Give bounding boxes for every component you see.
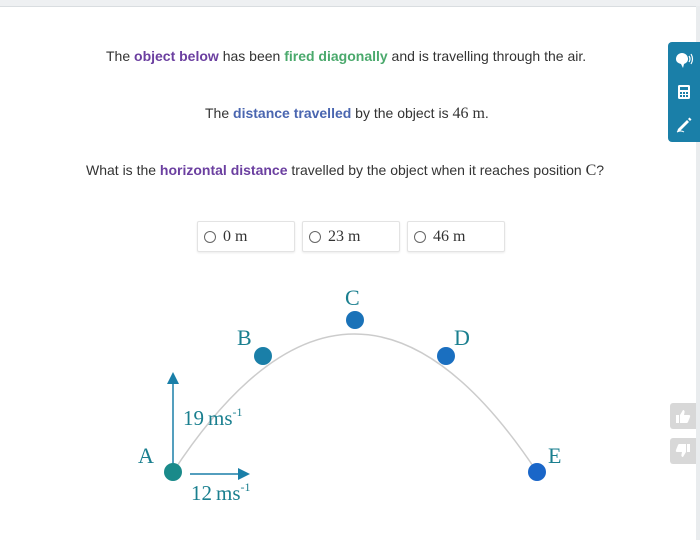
thumbs-up-icon [675,408,691,424]
point-b-dot [254,347,272,365]
highlight-distance: distance travelled [233,105,352,121]
highlight-object: object below [134,48,219,64]
calculator-icon [677,84,691,100]
point-e-dot [528,463,546,481]
horizontal-velocity-value: 12 [191,481,212,505]
speech-icon [674,51,694,69]
highlight-horizontal: horizontal distance [159,162,288,178]
label-b: B [237,325,252,350]
distance-value: 46 m [452,105,485,122]
label-c: C [345,285,360,310]
option-label: 46 m [433,227,466,245]
label-e: E [548,443,562,468]
point-d-dot [437,347,455,365]
speech-button[interactable] [668,45,700,75]
option-label: 23 m [328,227,361,245]
highlight-fired: fired diagonally [284,48,388,64]
text: The [106,48,135,64]
pencil-button[interactable] [668,109,700,139]
option-label: 0 m [223,227,248,245]
calculator-button[interactable] [668,77,700,107]
vertical-velocity-exp: -1 [232,405,243,419]
text: ? [596,162,605,178]
text: . [484,105,489,121]
thumbs-down-button[interactable] [670,438,696,464]
text: by the object is [351,105,453,121]
vertical-velocity-unit: ms [208,406,233,430]
thumbs-up-button[interactable] [670,403,696,429]
horizontal-velocity-label [191,480,251,505]
thumbs-down-icon [675,443,691,459]
tools-toolbar [668,42,700,142]
point-c-dot [346,311,364,329]
text: travelled by the object when it reaches position [287,162,586,178]
trajectory-curve [173,334,537,472]
horizontal-velocity-exp: -1 [240,480,251,494]
pencil-icon [675,115,693,133]
label-d: D [454,325,470,350]
text: and is travelling through the air. [387,48,587,64]
vertical-velocity-label [183,405,243,430]
horizontal-velocity-unit: ms [216,481,241,505]
vertical-velocity-value: 19 [183,406,204,430]
point-a-dot [164,463,182,481]
position-c: C [585,162,597,179]
text: What is the [86,162,160,178]
label-a: A [138,443,154,468]
text: The [205,105,234,121]
text: has been [218,48,285,64]
